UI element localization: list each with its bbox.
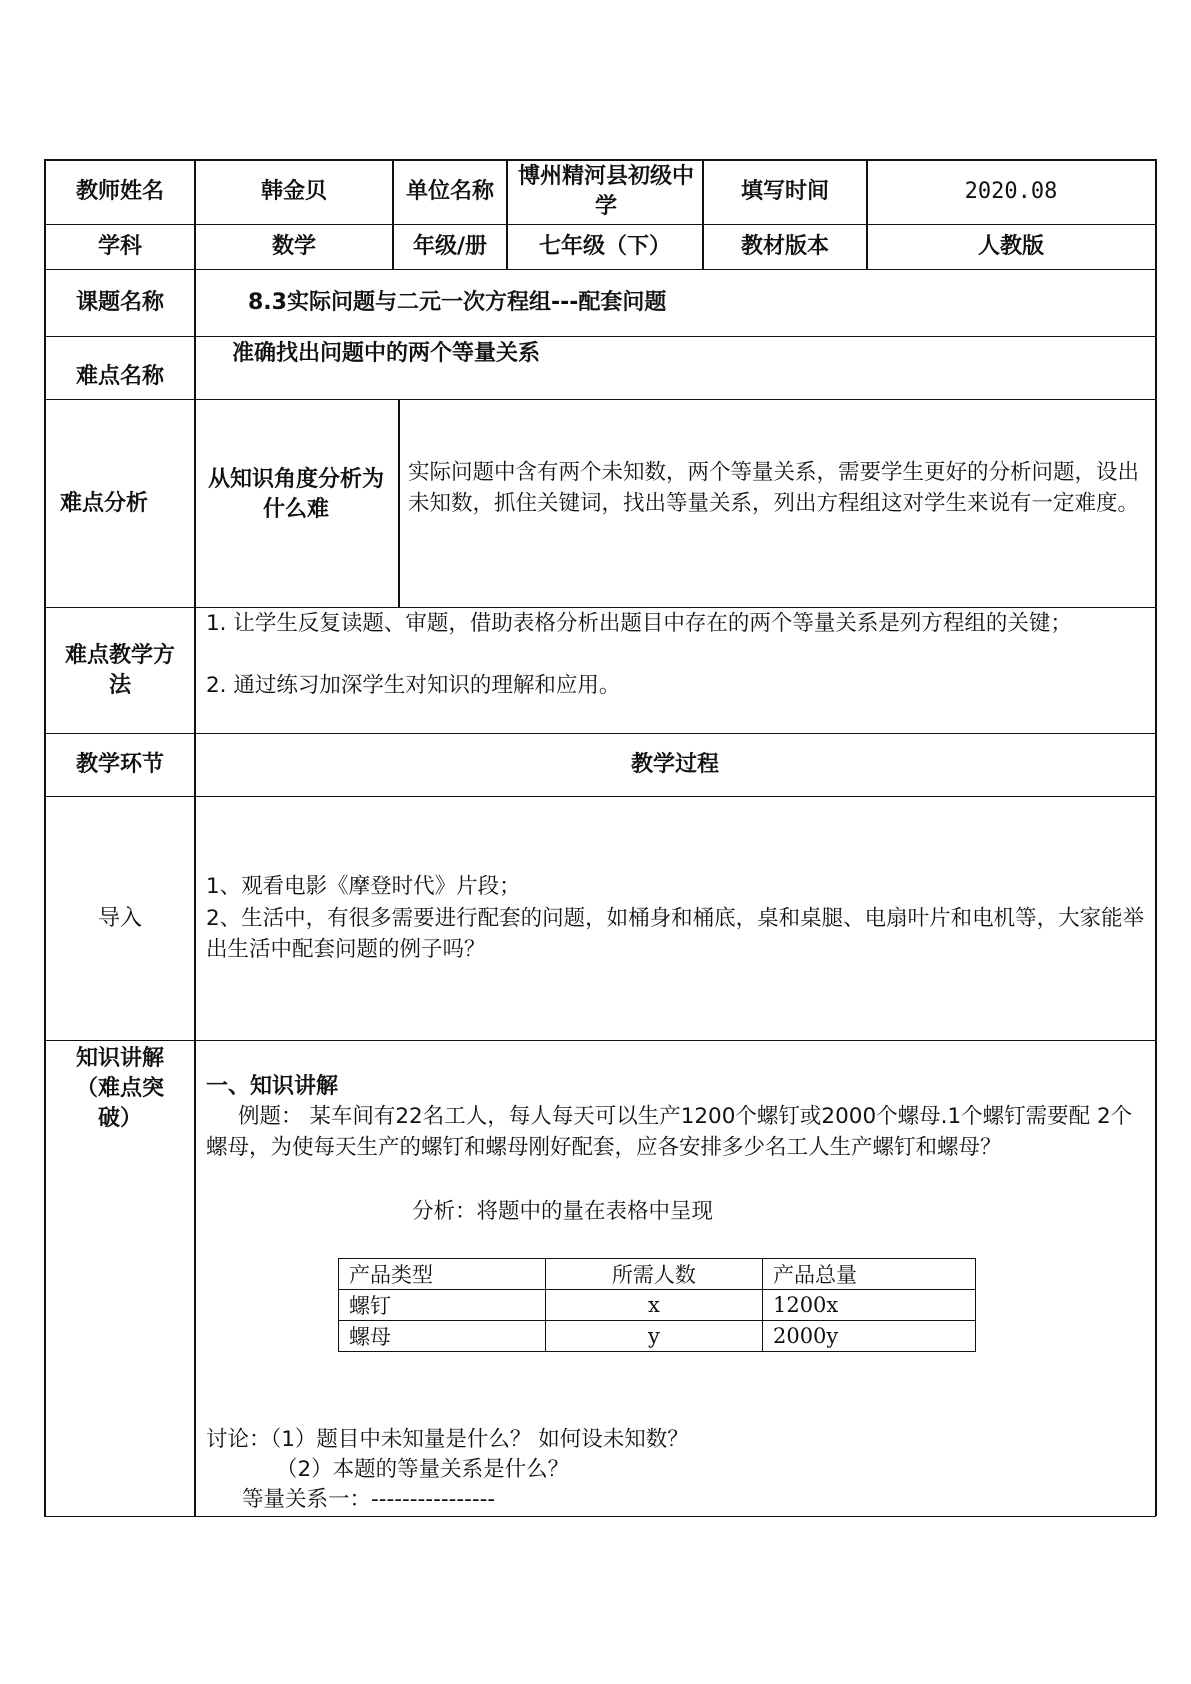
table-cell: 1200x	[762, 1290, 975, 1321]
grade-value: 七年级（下）	[538, 234, 671, 259]
discuss-2: （2）本题的等量关系是什么？	[276, 1457, 570, 1482]
grade-label: 年级/册	[412, 234, 488, 259]
subject-value: 数学	[271, 234, 316, 259]
row-line	[44, 399, 1156, 400]
table-row	[339, 1321, 976, 1352]
process-label: 教学过程	[630, 752, 719, 777]
col-line	[194, 159, 196, 1516]
discuss-1: 讨论：（1）题目中未知量是什么？ 如何设未知数？	[206, 1427, 689, 1452]
topic-value: 8.3实际问题与二元一次方程组---配套问题	[248, 290, 667, 315]
table-header-cell: 产品总量	[762, 1259, 975, 1290]
analysis-line: 分析：将题中的量在表格中呈现	[412, 1199, 714, 1224]
topic-label: 课题名称	[75, 290, 164, 315]
method-line1: 1. 让学生反复读题、审题，借助表格分析出题目中存在的两个等量关系是列方程组的关键；	[206, 611, 1072, 636]
edition-value: 人教版	[977, 234, 1044, 259]
knowledge-heading: 一、知识讲解	[206, 1074, 339, 1099]
stage-label: 教学环节	[75, 752, 164, 777]
table-header-row	[339, 1259, 976, 1290]
example-text: 例题： 某车间有22名工人，每人每天可以生产1200个螺钉或2000个螺母.1个螺钉需要配 2个螺母，为使每天生产的螺钉和螺母刚好配套，应各安排多少名工人生产螺钉和螺母？	[206, 1104, 1133, 1160]
row-line	[44, 1040, 1156, 1041]
table-header-cell: 所需人数	[545, 1259, 762, 1290]
edition-label: 教材版本	[740, 234, 829, 259]
intro-line2: 2、生活中，有很多需要进行配套的问题，如桶身和桶底，桌和桌腿、电扇叶片和电机等，大家能举出生活中配套问题的例子吗？	[206, 906, 1145, 962]
row-line	[44, 1516, 1156, 1517]
knowledge-label: 知识讲解（难点突破）	[75, 1046, 164, 1131]
table-header-cell: 产品类型	[339, 1259, 546, 1290]
table-cell: 螺钉	[339, 1290, 546, 1321]
col-line	[398, 399, 400, 607]
table-row	[339, 1290, 976, 1321]
teacher-label: 教师姓名	[75, 179, 164, 204]
difficulty-value: 准确找出问题中的两个等量关系	[232, 341, 541, 366]
subject-label: 学科	[97, 234, 142, 259]
table-cell: x	[545, 1290, 762, 1321]
analysis-label: 难点分析	[59, 490, 148, 516]
analysis-sublabel: 从知识角度分析为什么难	[208, 467, 385, 522]
method-line2: 2. 通过练习加深学生对知识的理解和应用。	[206, 673, 621, 698]
table-cell: 2000y	[762, 1321, 975, 1352]
difficulty-label: 难点名称	[75, 364, 164, 389]
row-line	[44, 336, 1156, 337]
intro-label: 导入	[97, 905, 142, 931]
unit-label: 单位名称	[406, 179, 495, 204]
relation-1: 等量关系一：----------------	[242, 1487, 496, 1512]
row-line	[44, 796, 1156, 797]
analysis-text: 实际问题中含有两个未知数，两个等量关系，需要学生更好的分析问题，设出未知数，抓住关键词，找出等量关系，列出方程组这对学生来说有一定难度。	[408, 460, 1140, 516]
intro-line1: 1、观看电影《摩登时代》片段；	[206, 874, 521, 899]
date-label: 填写时间	[740, 179, 829, 204]
unit-value: 博州精河县初级中学	[518, 164, 695, 219]
table-cell: y	[545, 1321, 762, 1352]
date-value: 2020.08	[964, 179, 1058, 204]
col-line	[1155, 159, 1157, 1516]
product-table	[338, 1258, 976, 1352]
table-cell: 螺母	[339, 1321, 546, 1352]
teacher-value: 韩金贝	[260, 179, 327, 204]
method-label: 难点教学方法	[64, 642, 175, 698]
